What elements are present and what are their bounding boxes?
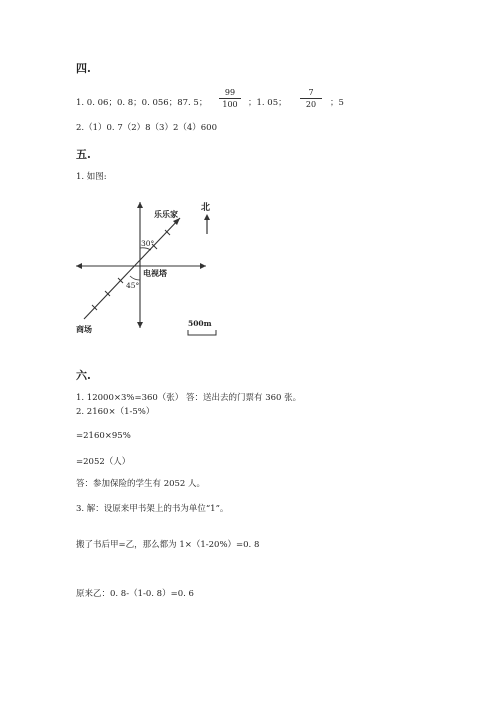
scale-label: 500m bbox=[188, 319, 212, 328]
section-four-heading: 四. bbox=[76, 62, 91, 75]
fraction-7-20 bbox=[298, 88, 324, 109]
north-arrow-icon bbox=[204, 214, 210, 220]
section-four-item-1-suffix: ；5 bbox=[330, 98, 344, 108]
label-lele-home: 乐乐家 bbox=[154, 209, 178, 219]
north-label: 北 bbox=[201, 203, 211, 213]
fraction-denominator: 20 bbox=[305, 100, 317, 109]
fraction-bar bbox=[219, 98, 241, 99]
section-six-line-6: 3. 解：设原来甲书架上的书为单位“1”。 bbox=[76, 504, 229, 514]
north-indicator bbox=[198, 200, 218, 238]
label-tv-tower: 电视塔 bbox=[143, 268, 167, 278]
fraction-bar bbox=[300, 98, 322, 99]
section-five-heading: 五. bbox=[76, 148, 91, 161]
east-arrowhead bbox=[200, 263, 206, 269]
south-arrowhead bbox=[137, 322, 143, 328]
section-six-line-7: 搬了书后甲=乙，那么都为 1×（1-20%）=0. 8 bbox=[76, 540, 260, 550]
section-four-item-1-middle: ；1. 05； bbox=[248, 98, 287, 108]
label-angle-30: 30° bbox=[141, 239, 155, 248]
angle-arc-bottom bbox=[130, 276, 140, 280]
fraction-numerator: 99 bbox=[224, 88, 236, 97]
fraction-denominator: 100 bbox=[222, 100, 238, 109]
section-four-item-2: 2.（1）0. 7（2）8（3）2（4）600 bbox=[76, 123, 218, 133]
section-six-line-2: 2. 2160×（1-5%） bbox=[76, 407, 155, 417]
fraction-99-100 bbox=[217, 88, 243, 109]
west-arrowhead bbox=[76, 263, 82, 269]
section-six-line-3: =2160×95% bbox=[76, 431, 131, 441]
label-mall: 商场 bbox=[76, 324, 92, 334]
section-six-line-8: 原来乙：0. 8-（1-0. 8）=0. 6 bbox=[76, 589, 194, 599]
section-six-line-1: 1. 12000×3%=360（张） 答：送出去的门票有 360 张。 bbox=[76, 393, 302, 403]
label-angle-45: 45° bbox=[126, 281, 140, 290]
section-six-line-4: =2052（人） bbox=[76, 457, 131, 467]
north-arrowhead bbox=[137, 202, 143, 208]
section-six-heading: 六. bbox=[76, 369, 91, 382]
section-six-line-5: 答：参加保险的学生有 2052 人。 bbox=[76, 479, 206, 489]
section-four-item-1-prefix: 1. 0. 06；0. 8；0. 056；87. 5； bbox=[76, 98, 208, 108]
section-five-item-1: 1. 如图: bbox=[76, 172, 107, 182]
scale-bar bbox=[188, 330, 216, 335]
fraction-numerator: 7 bbox=[308, 88, 314, 97]
